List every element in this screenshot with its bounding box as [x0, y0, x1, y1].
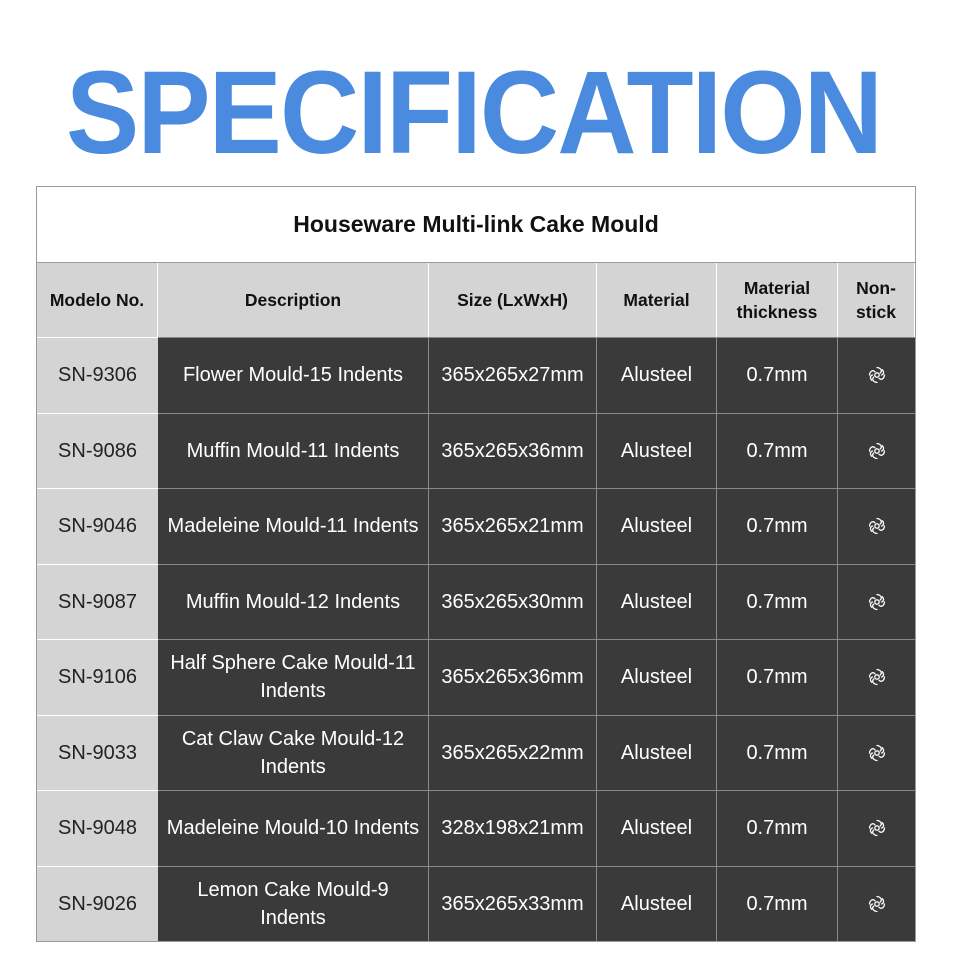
model-cell: SN-9026: [37, 866, 158, 942]
size-cell: 365x265x33mm: [429, 866, 597, 942]
material-cell: Alusteel: [597, 866, 717, 942]
size-cell: 365x265x22mm: [429, 715, 597, 791]
size-cell: 365x265x30mm: [429, 564, 597, 640]
nonstick-cell: [838, 790, 915, 866]
header-model: Modelo No.: [37, 263, 158, 337]
description-cell: Lemon Cake Mould-9 Indents: [158, 866, 429, 942]
material-cell: Alusteel: [597, 715, 717, 791]
nonstick-cell: [838, 564, 915, 640]
swirl-icon: [867, 365, 887, 385]
thickness-cell: 0.7mm: [717, 337, 838, 413]
header-material: Material: [597, 263, 717, 337]
swirl-icon: [867, 516, 887, 536]
swirl-icon: [867, 743, 887, 763]
nonstick-cell: [838, 488, 915, 564]
model-cell: SN-9306: [37, 337, 158, 413]
header-nonstick-line1: Non-: [856, 278, 896, 298]
swirl-icon: [867, 818, 887, 838]
swirl-icon: [867, 667, 887, 687]
header-description: Description: [158, 263, 429, 337]
material-cell: Alusteel: [597, 564, 717, 640]
thickness-cell: 0.7mm: [717, 715, 838, 791]
thickness-cell: 0.7mm: [717, 639, 838, 715]
nonstick-cell: [838, 715, 915, 791]
model-cell: SN-9086: [37, 413, 158, 489]
thickness-cell: 0.7mm: [717, 790, 838, 866]
material-cell: Alusteel: [597, 413, 717, 489]
size-cell: 365x265x36mm: [429, 639, 597, 715]
thickness-cell: 0.7mm: [717, 488, 838, 564]
description-cell: Muffin Mould-11 Indents: [158, 413, 429, 489]
model-cell: SN-9033: [37, 715, 158, 791]
header-size: Size (LxWxH): [429, 263, 597, 337]
nonstick-cell: [838, 337, 915, 413]
size-cell: 365x265x36mm: [429, 413, 597, 489]
size-cell: 365x265x21mm: [429, 488, 597, 564]
thickness-cell: 0.7mm: [717, 564, 838, 640]
description-cell: Madeleine Mould-11 Indents: [158, 488, 429, 564]
model-cell: SN-9087: [37, 564, 158, 640]
table-caption: Houseware Multi-link Cake Mould: [37, 187, 915, 263]
size-cell: 365x265x27mm: [429, 337, 597, 413]
swirl-icon: [867, 592, 887, 612]
description-cell: Muffin Mould-12 Indents: [158, 564, 429, 640]
material-cell: Alusteel: [597, 488, 717, 564]
model-cell: SN-9046: [37, 488, 158, 564]
description-cell: Madeleine Mould-10 Indents: [158, 790, 429, 866]
header-thickness-line2: thickness: [736, 302, 818, 322]
header-thickness: [717, 263, 838, 337]
nonstick-cell: [838, 413, 915, 489]
material-cell: Alusteel: [597, 639, 717, 715]
swirl-icon: [867, 894, 887, 914]
nonstick-cell: [838, 866, 915, 942]
header-nonstick: [838, 263, 915, 337]
swirl-icon: [867, 441, 887, 461]
description-cell: Flower Mould-15 Indents: [158, 337, 429, 413]
material-cell: Alusteel: [597, 790, 717, 866]
header-thickness-line1: Material: [743, 278, 811, 298]
thickness-cell: 0.7mm: [717, 866, 838, 942]
model-cell: SN-9048: [37, 790, 158, 866]
spec-table: [36, 186, 916, 942]
description-cell: Cat Claw Cake Mould-12 Indents: [158, 715, 429, 791]
nonstick-cell: [838, 639, 915, 715]
spec-grid: [37, 263, 915, 941]
page-title: SPECIFICATION: [66, 47, 882, 179]
size-cell: 328x198x21mm: [429, 790, 597, 866]
thickness-cell: 0.7mm: [717, 413, 838, 489]
header-nonstick-line2: stick: [856, 302, 896, 322]
model-cell: SN-9106: [37, 639, 158, 715]
material-cell: Alusteel: [597, 337, 717, 413]
description-cell: Half Sphere Cake Mould-11 Indents: [158, 639, 429, 715]
